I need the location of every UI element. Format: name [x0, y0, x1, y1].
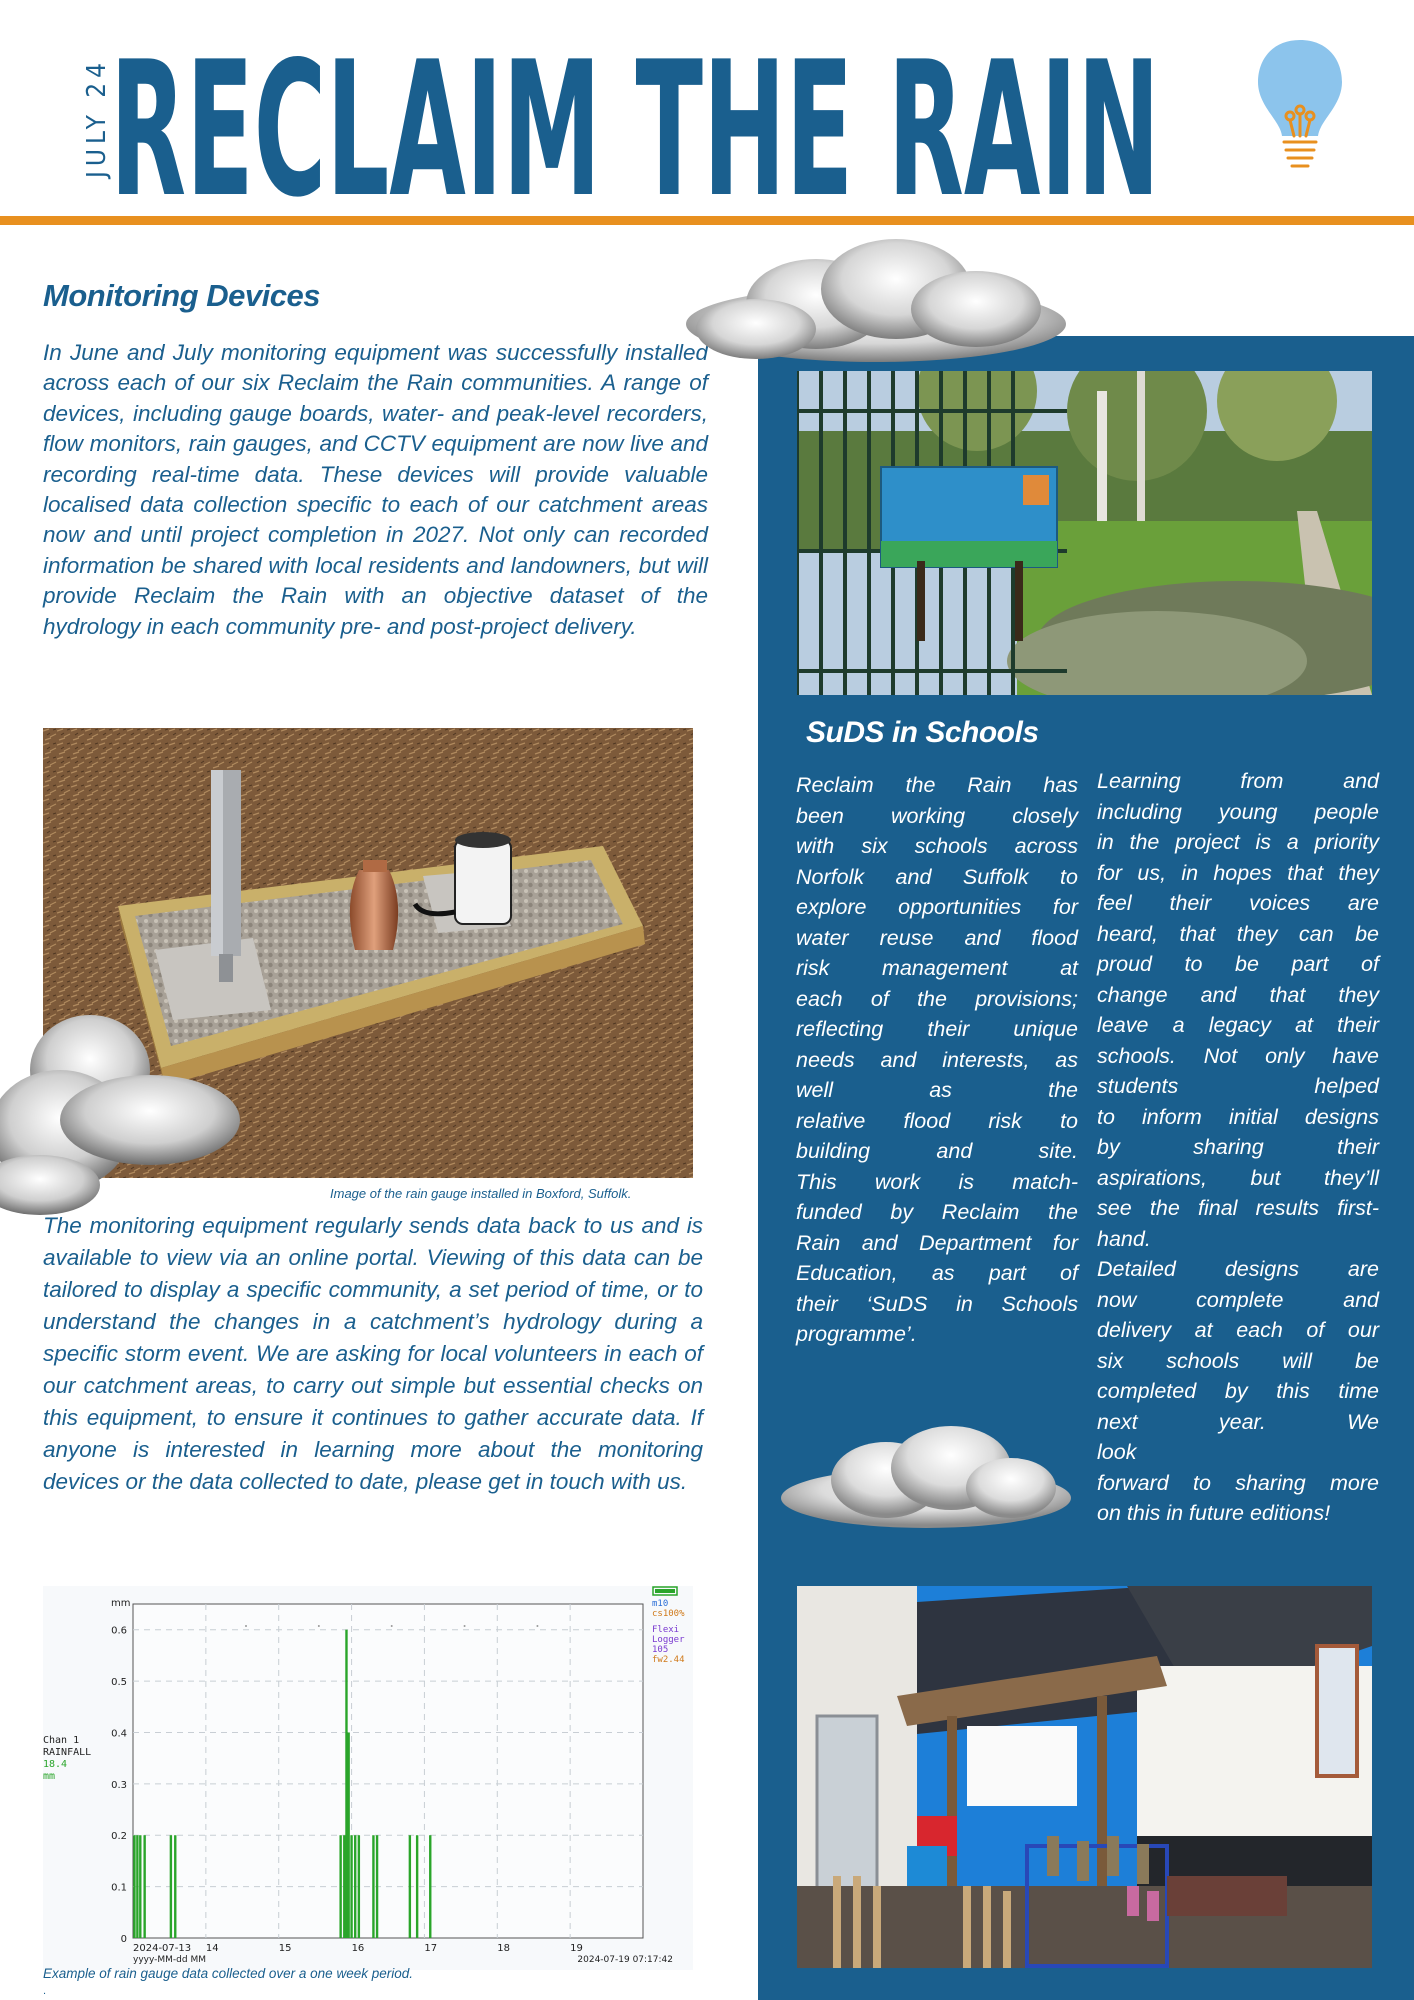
rainfall-bar: [372, 1835, 374, 1938]
rainfall-bar: [136, 1835, 138, 1938]
end-timestamp: 2024-07-19 07:17:42: [577, 1955, 673, 1965]
suds-line: funded by Reclaim the: [796, 1200, 1078, 1224]
newsletter-title: [110, 22, 1170, 212]
suds-line: for us, in hopes that they: [1097, 860, 1379, 885]
stray-mark: .: [43, 1985, 47, 1997]
suds-line: see the final results first-: [1097, 1196, 1379, 1220]
channel-unit: mm: [43, 1771, 56, 1782]
grid-dot: [464, 1625, 466, 1627]
suds-left-column: [796, 770, 1078, 1350]
monitoring-paragraph-2: The monitoring equipment regularly sends data back to us and is available to view via an online portal. Viewing of this data can be tailored to display a specific community, a set period of time, or to understand the changes in a catchment’s hydrology during a specific storm event. We are asking for local volunteers in each of our catchment areas, to carry out simple but essential checks on this equipment, to ensure it continues to gather accurate data. If anyone is interested in learning more about the monitoring devices or the data collected to date, please get in touch with us.: [43, 1213, 703, 1494]
rainfall-bar: [174, 1835, 176, 1938]
rainfall-bar: [143, 1835, 145, 1938]
rainfall-bar: [339, 1835, 341, 1938]
x-tick-label: 14: [205, 1943, 219, 1954]
grid-dot: [391, 1625, 393, 1627]
suds-line: Education, as part of: [796, 1261, 1078, 1285]
battery-level: [655, 1589, 675, 1593]
newsletter-title-text: RECLAIM THE RAIN: [110, 22, 1160, 212]
plot-area: [133, 1604, 643, 1938]
x-axis-format: yyyy-MM-dd MM: [133, 1955, 206, 1965]
cloud-graphic-top: [676, 234, 1076, 384]
suds-line: six schools will be: [1097, 1348, 1379, 1373]
header-divider: [0, 216, 1414, 225]
rain-gauge-caption: Image of the rain gauge installed in Boxford, Suffolk.: [330, 1186, 632, 1201]
y-tick-label: 0.3: [111, 1779, 127, 1791]
cloud-graphic-bottom: [776, 1420, 1076, 1540]
suds-line: aspirations, but they’ll: [1097, 1165, 1379, 1190]
suds-line: needs and interests, as: [796, 1047, 1078, 1072]
logger-label: 105: [652, 1645, 669, 1655]
cloud-graphic-left: [0, 1000, 250, 1220]
rainfall-chart-svg: [43, 1586, 693, 1970]
suds-line: forward to sharing more: [1097, 1470, 1379, 1495]
suds-line: relative flood risk to: [796, 1108, 1078, 1133]
suds-line: building and site.: [796, 1139, 1078, 1163]
suds-line: on this in future editions!: [1097, 1501, 1331, 1525]
logger-label: Flexi: [652, 1625, 680, 1635]
suds-line: Detailed designs are: [1097, 1257, 1379, 1281]
y-tick-label: 0.6: [111, 1625, 127, 1637]
suds-line: programme’.: [796, 1322, 917, 1346]
suds-line: next year. We: [1097, 1409, 1379, 1434]
suds-line: heard, that they can be: [1097, 921, 1379, 946]
suds-line: their ‘SuDS in Schools: [796, 1291, 1078, 1316]
masthead-banner: [0, 0, 1414, 224]
suds-line: including young people: [1097, 799, 1379, 824]
rainfall-bar: [429, 1835, 431, 1938]
grid-dot: [536, 1625, 538, 1627]
rainfall-bar: [358, 1835, 360, 1938]
rainfall-bar: [170, 1835, 172, 1938]
suds-line: hand.: [1097, 1226, 1151, 1251]
channel-value: 18.4: [43, 1759, 68, 1770]
x-tick-label: 16: [351, 1943, 365, 1954]
rainfall-bar: [409, 1835, 411, 1938]
issue-date: JULY 24: [82, 57, 112, 178]
suds-line: look: [1097, 1440, 1137, 1464]
suds-line: now complete and: [1097, 1287, 1379, 1312]
y-axis-unit: mm: [111, 1598, 131, 1609]
school-sign-photo: [797, 371, 1372, 695]
suds-line: been working closely: [796, 803, 1078, 828]
grid-dot: [245, 1625, 247, 1627]
rainfall-bar: [347, 1732, 349, 1938]
suds-line: schools. Not only have: [1097, 1043, 1379, 1068]
logger-label: fw2.44: [652, 1655, 685, 1665]
suds-line: completed by this time: [1097, 1379, 1379, 1403]
rainfall-bar: [350, 1835, 352, 1938]
rainfall-bar: [133, 1835, 135, 1938]
y-tick-label: 0: [120, 1934, 127, 1945]
suds-line: Learning from and: [1097, 769, 1379, 793]
suds-line: risk management at: [796, 956, 1078, 980]
suds-line: Reclaim the Rain has: [796, 773, 1078, 797]
suds-line: feel their voices are: [1097, 891, 1379, 915]
suds-line: in the project is a priority: [1097, 830, 1379, 854]
suds-line: to inform initial designs: [1097, 1104, 1379, 1129]
monitoring-heading: Monitoring Devices: [43, 278, 320, 313]
status-label: cs100%: [652, 1609, 685, 1619]
suds-line: Rain and Department for: [796, 1230, 1078, 1255]
x-tick-label: 19: [570, 1943, 583, 1954]
y-tick-label: 0.1: [111, 1882, 127, 1894]
y-tick-label: 0.5: [111, 1677, 127, 1689]
suds-line: students helped: [1097, 1074, 1379, 1098]
rainfall-bar: [345, 1630, 347, 1938]
grid-dot: [318, 1625, 320, 1627]
suds-heading: SuDS in Schools: [806, 716, 1039, 749]
status-label: m10: [652, 1599, 669, 1609]
suds-right-column: [1097, 766, 1379, 1529]
y-tick-label: 0.2: [111, 1831, 127, 1843]
channel-label: RAINFALL: [43, 1747, 92, 1758]
school-courtyard-photo: [797, 1586, 1372, 1968]
monitoring-paragraph-1: In June and July monitoring equipment was successfully installed across each of our six Reclaim the Rain communities. A range of devices, including gauge boards, water- and peak-level recorders, flow monitors, rain gauges, and CCTV equipment are now live and recording real-time data. These devices will provide valuable localised data collection specific to each of our catchment areas now and until project completion in 2027. Not only can recorded information be shared with local residents and landowners, but will provide Reclaim the Rain with an objective dataset of the hydrology in each community pre- and post-project delivery.: [43, 340, 708, 639]
channel-label: Chan 1: [43, 1735, 80, 1746]
rainfall-chart-caption: Example of rain gauge data collected over a one week period.: [43, 1966, 413, 1981]
x-tick-label: 15: [278, 1943, 292, 1954]
rainfall-chart: [43, 1586, 693, 1970]
suds-line: leave a legacy at their: [1097, 1013, 1379, 1037]
suds-line: This work is match-: [796, 1169, 1078, 1194]
suds-line: by sharing their: [1097, 1135, 1379, 1159]
suds-line: each of the provisions;: [796, 986, 1078, 1011]
suds-line: reflecting their unique: [796, 1017, 1078, 1041]
y-tick-label: 0.4: [111, 1728, 127, 1740]
suds-line: change and that they: [1097, 982, 1379, 1007]
suds-line: explore opportunities for: [796, 895, 1078, 919]
lightbulb-icon: [1250, 36, 1350, 176]
suds-line: delivery at each of our: [1097, 1318, 1379, 1342]
x-tick-label: 17: [424, 1943, 438, 1954]
suds-line: water reuse and flood: [796, 925, 1078, 950]
x-tick-label: 18: [497, 1943, 511, 1954]
suds-line: with six schools across: [796, 834, 1078, 858]
rainfall-bar: [139, 1835, 141, 1938]
rainfall-bar: [354, 1835, 356, 1938]
suds-line: well as the: [796, 1078, 1078, 1102]
x-tick-label: 2024-07-13: [133, 1943, 192, 1954]
suds-line: Norfolk and Suffolk to: [796, 864, 1078, 889]
rainfall-bar: [343, 1835, 345, 1938]
suds-line: proud to be part of: [1097, 952, 1379, 976]
rainfall-bar: [376, 1835, 378, 1938]
logger-label: Logger: [652, 1635, 685, 1645]
rainfall-bar: [416, 1835, 418, 1938]
